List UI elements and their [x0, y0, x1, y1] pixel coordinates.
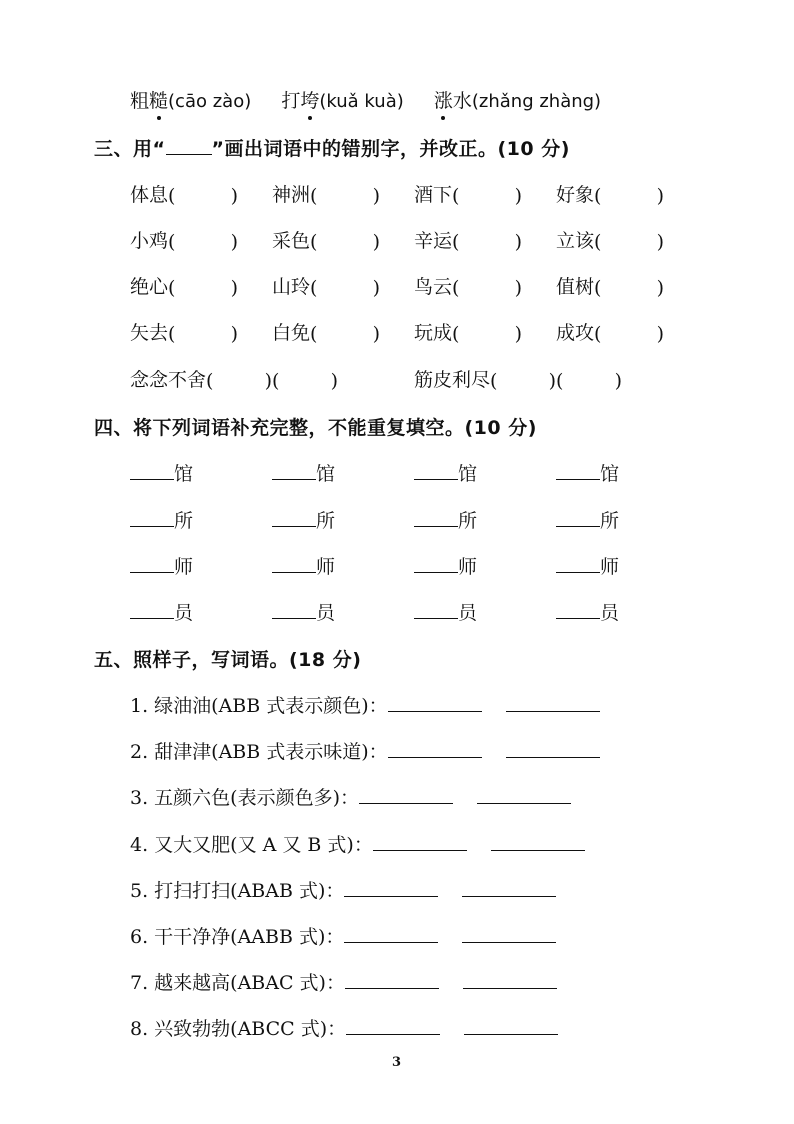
word-suffix: 馆 [600, 463, 620, 485]
word-suffix: 员 [174, 602, 194, 624]
section-3-title-start: 三、用“ [94, 138, 166, 160]
answer-blank-1[interactable] [373, 850, 467, 851]
correction-answer-blank[interactable]: ( ) [594, 231, 665, 253]
fill-word-item [130, 552, 193, 579]
fill-word-item [556, 552, 619, 579]
answer-blank-2[interactable] [462, 896, 556, 897]
answer-blank-1[interactable] [346, 1034, 440, 1035]
correction-answer-blank[interactable]: ( ) [310, 277, 381, 299]
correction-word[interactable]: 小鸡 [130, 230, 169, 252]
word-suffix: 馆 [316, 463, 336, 485]
pinyin-options-2: (kuǎ kuà) [319, 91, 404, 112]
pinyin-options-3: (zhǎng zhàng) [471, 91, 602, 112]
pinyin-word-2: 打垮 [281, 90, 319, 112]
pattern-item [130, 922, 556, 949]
section-3-title [94, 134, 570, 161]
correction-word[interactable]: 好象 [556, 184, 595, 206]
section-3-title-end: ”画出词语中的错别字，并改正。(10 分) [211, 138, 570, 160]
underline-sample [166, 154, 212, 155]
correction-answer-blank[interactable]: ( ) [594, 323, 665, 345]
idiom-2-answer-1[interactable]: ( ) [490, 370, 557, 392]
answer-blank-2[interactable] [462, 942, 556, 943]
correction-answer-blank[interactable]: ( ) [452, 185, 523, 207]
idiom-1-text: 念念不舍 [130, 369, 207, 391]
correction-word[interactable]: 成攻 [556, 322, 595, 344]
word-suffix: 所 [316, 510, 336, 532]
fill-word-item [130, 598, 193, 625]
correction-answer-blank[interactable]: ( ) [594, 277, 665, 299]
word-suffix: 所 [458, 510, 478, 532]
correction-answer-blank[interactable]: ( ) [310, 323, 381, 345]
word-suffix: 师 [316, 556, 336, 578]
correction-word[interactable]: 神洲 [272, 184, 311, 206]
fill-blank[interactable] [556, 572, 600, 573]
answer-blank-2[interactable] [506, 711, 600, 712]
pattern-item [130, 968, 557, 995]
pattern-prompt: 6. 干干净净(AABB 式)： [130, 926, 345, 948]
word-suffix: 师 [600, 556, 620, 578]
fill-blank[interactable] [272, 479, 316, 480]
fill-word-item [414, 552, 477, 579]
answer-blank-1[interactable] [344, 942, 438, 943]
fill-blank[interactable] [556, 479, 600, 480]
section-4-title: 四、将下列词语补充完整，不能重复填空。(10 分) [94, 417, 537, 439]
pinyin-word-1: 粗糙 [130, 90, 168, 112]
correction-item [272, 318, 380, 345]
correction-answer-blank[interactable]: ( ) [452, 231, 523, 253]
correction-answer-blank[interactable]: ( ) [594, 185, 665, 207]
correction-word[interactable]: 玩成 [414, 322, 453, 344]
pinyin-item-2 [281, 90, 409, 112]
fill-blank[interactable] [556, 526, 600, 527]
answer-blank-1[interactable] [344, 896, 438, 897]
fill-word-item [272, 598, 335, 625]
pattern-item [130, 737, 600, 764]
pattern-prompt: 3. 五颜六色(表示颜色多)： [130, 787, 359, 809]
correction-word[interactable]: 山玲 [272, 276, 311, 298]
fill-word-item [414, 506, 477, 533]
fill-blank[interactable] [272, 572, 316, 573]
pattern-prompt: 4. 又大又肥(又 A 又 B 式)： [130, 834, 373, 856]
word-suffix: 员 [316, 602, 336, 624]
fill-word-item [414, 459, 477, 486]
correction-word[interactable]: 矢去 [130, 322, 169, 344]
correction-item [130, 226, 238, 253]
correction-answer-blank[interactable]: ( ) [310, 185, 381, 207]
fill-word-item [130, 459, 193, 486]
correction-item [556, 272, 664, 299]
pattern-item [130, 691, 600, 718]
correction-item [272, 272, 380, 299]
idiom-1-answer-1[interactable]: ( ) [206, 370, 273, 392]
correction-answer-blank[interactable]: ( ) [310, 231, 381, 253]
pattern-prompt: 1. 绿油油(ABB 式表示颜色)： [130, 695, 388, 717]
correction-answer-blank[interactable]: ( ) [168, 231, 239, 253]
fill-blank[interactable] [130, 479, 174, 480]
fill-word-item [272, 506, 335, 533]
answer-blank-2[interactable] [506, 757, 600, 758]
fill-blank[interactable] [272, 526, 316, 527]
fill-word-item [414, 598, 477, 625]
correction-word[interactable]: 白免 [272, 322, 311, 344]
fill-blank[interactable] [130, 526, 174, 527]
fill-blank[interactable] [130, 572, 174, 573]
pattern-item [130, 830, 585, 857]
idiom-1 [130, 369, 338, 391]
correction-word[interactable]: 立该 [556, 230, 595, 252]
pattern-prompt: 8. 兴致勃勃(ABCC 式)： [130, 1018, 347, 1040]
answer-blank-2[interactable] [491, 850, 585, 851]
fill-blank[interactable] [414, 526, 458, 527]
correction-item [414, 226, 522, 253]
word-suffix: 师 [174, 556, 194, 578]
pattern-prompt: 7. 越来越高(ABAC 式)： [130, 972, 345, 994]
word-suffix: 馆 [174, 463, 194, 485]
fill-word-item [272, 459, 335, 486]
answer-blank-2[interactable] [464, 1034, 558, 1035]
fill-word-item [556, 598, 619, 625]
fill-blank[interactable] [414, 572, 458, 573]
idiom-1-answer-2[interactable]: ( ) [272, 370, 339, 392]
section-5-title: 五、照样子，写词语。(18 分) [94, 649, 362, 671]
idiom-row [130, 365, 338, 392]
correction-item [414, 272, 522, 299]
fill-blank[interactable] [556, 618, 600, 619]
correction-answer-blank[interactable]: ( ) [168, 323, 239, 345]
idiom-2 [414, 369, 622, 391]
pattern-prompt: 2. 甜津津(ABB 式表示味道)： [130, 741, 388, 763]
pinyin-word-3: 涨水 [434, 90, 472, 112]
pinyin-item-3 [434, 90, 601, 112]
idiom-row-2 [414, 365, 622, 392]
correction-word[interactable]: 绝心 [130, 276, 169, 298]
answer-blank-1[interactable] [388, 711, 482, 712]
correction-word[interactable]: 采色 [272, 230, 311, 252]
idiom-2-answer-2[interactable]: ( ) [556, 370, 623, 392]
idiom-2-text: 筋皮利尽 [414, 369, 491, 391]
pattern-item [130, 783, 571, 810]
correction-answer-blank[interactable]: ( ) [168, 277, 239, 299]
correction-word[interactable]: 辛运 [414, 230, 453, 252]
fill-blank[interactable] [414, 618, 458, 619]
pinyin-item-1 [130, 90, 257, 112]
pattern-item [130, 1014, 558, 1041]
fill-word-item [130, 506, 193, 533]
pattern-item [130, 876, 556, 903]
correction-item [556, 318, 664, 345]
word-suffix: 员 [458, 602, 478, 624]
word-suffix: 员 [600, 602, 620, 624]
pattern-prompt: 5. 打扫打扫(ABAB 式)： [130, 880, 345, 902]
correction-item [130, 318, 238, 345]
correction-item [272, 180, 380, 207]
answer-blank-2[interactable] [477, 803, 571, 804]
pinyin-options-1: (cāo zào) [168, 91, 252, 112]
correction-item [414, 180, 522, 207]
word-suffix: 馆 [458, 463, 478, 485]
correction-word[interactable]: 鸟云 [414, 276, 453, 298]
correction-item [414, 318, 522, 345]
correction-answer-blank[interactable]: ( ) [168, 185, 239, 207]
correction-item [130, 180, 238, 207]
fill-blank[interactable] [414, 479, 458, 480]
correction-item [130, 272, 238, 299]
correction-word[interactable]: 值树 [556, 276, 595, 298]
correction-word[interactable]: 体息 [130, 184, 169, 206]
answer-blank-1[interactable] [388, 757, 482, 758]
correction-item [556, 226, 664, 253]
fill-blank[interactable] [272, 618, 316, 619]
fill-word-item [556, 459, 619, 486]
answer-blank-1[interactable] [359, 803, 453, 804]
answer-blank-1[interactable] [345, 988, 439, 989]
page-number: 3 [392, 1055, 402, 1070]
correction-item [272, 226, 380, 253]
fill-word-item [272, 552, 335, 579]
correction-word[interactable]: 酒下 [414, 184, 453, 206]
pinyin-row [130, 86, 601, 113]
word-suffix: 所 [174, 510, 194, 532]
fill-blank[interactable] [130, 618, 174, 619]
correction-answer-blank[interactable]: ( ) [452, 323, 523, 345]
fill-word-item [556, 506, 619, 533]
answer-blank-2[interactable] [463, 988, 557, 989]
correction-item [556, 180, 664, 207]
correction-answer-blank[interactable]: ( ) [452, 277, 523, 299]
word-suffix: 师 [458, 556, 478, 578]
word-suffix: 所 [600, 510, 620, 532]
